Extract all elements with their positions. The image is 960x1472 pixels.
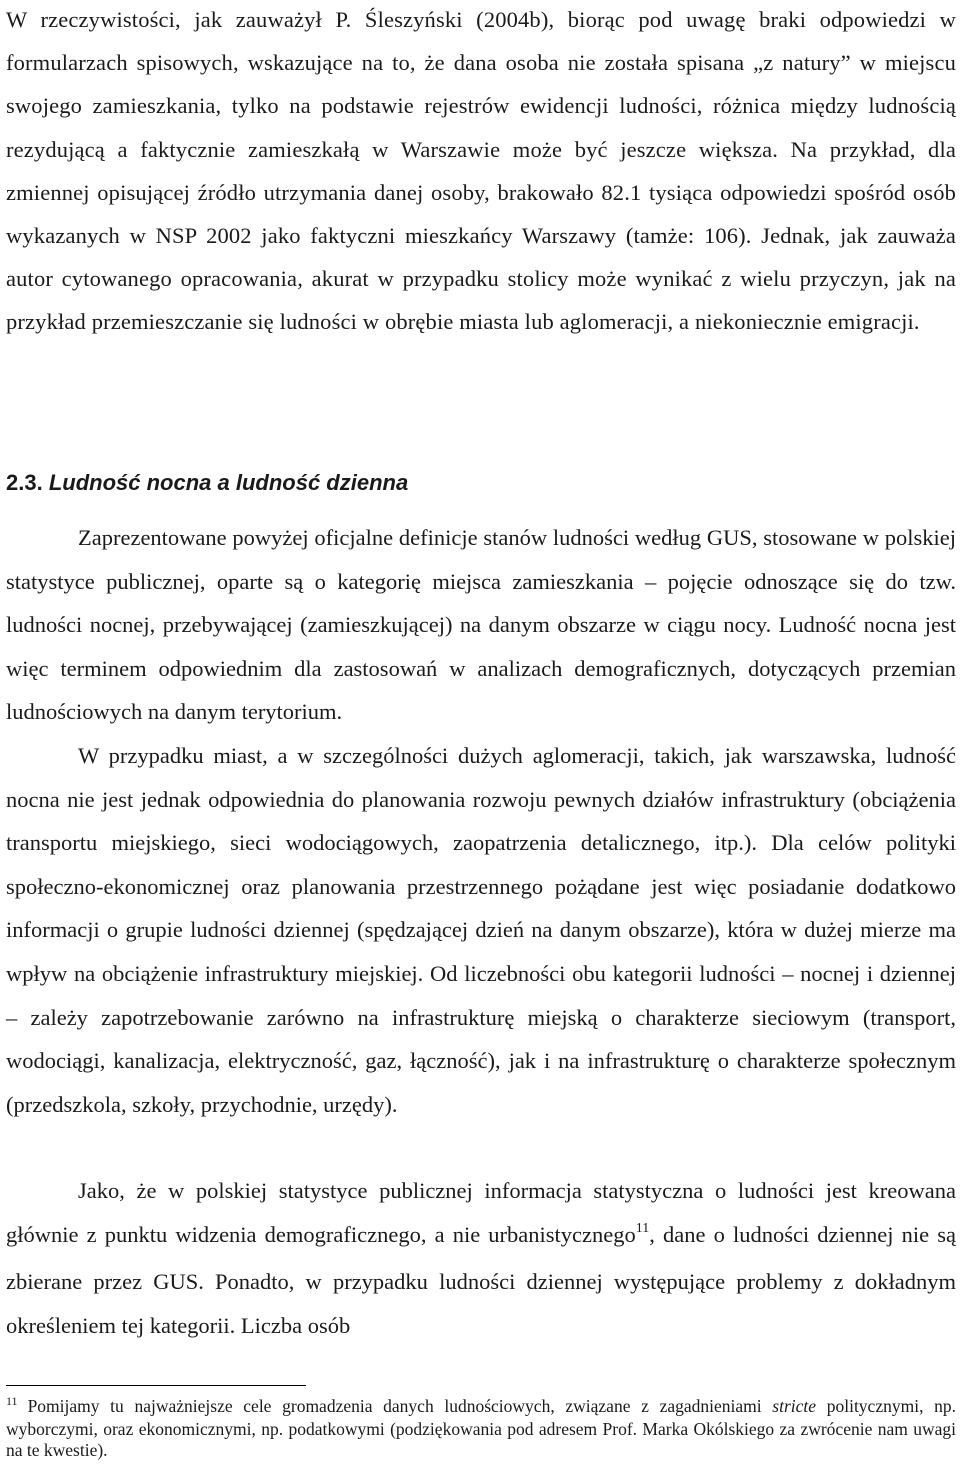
footnote-italic-term: stricte xyxy=(772,1396,817,1416)
paragraph-1: Zaprezentowane powyżej oficjalne definicje stanów ludności według GUS, stosowane w polskiej statystyce publicznej, oparte są o kategorię miejsca zamieszkania – pojęcie odnoszące się do tzw. ludności nocnej, przebywającej (zamieszkującej) na danym obszarze w ciągu nocy. Ludność nocna jest więc terminem odpowiednim dla zastosowań w analizach demograficznych, dotyczących przemian ludnościowych na danym terytorium. xyxy=(6,525,956,725)
section-number: 2.3. xyxy=(6,470,43,495)
paragraph-3 xyxy=(6,1169,956,1347)
section-heading xyxy=(6,470,408,496)
footnote-text-start: Pomijamy tu najważniejsze cele gromadzenia danych ludnościowych, związane z zagadnieniami xyxy=(27,1396,773,1416)
paragraph-3-text-end: , dane o ludności dziennej nie są zbierane przez GUS. Ponadto, w przypadku ludności dziennej występujące problemy z dokładnym określeniem tej kategorii. Liczba osób xyxy=(6,1221,956,1338)
footnote-mark: 11 xyxy=(6,1394,18,1408)
footnote-text xyxy=(6,1396,956,1460)
footnote xyxy=(6,1396,956,1461)
paragraph-2: W przypadku miast, a w szczególności dużych aglomeracji, takich, jak warszawska, ludność nocna nie jest jednak odpowiednia do planowania rozwoju pewnych działów infrastruktury (obciążenia transportu miejskiego, sieci wodociągowych, zaopatrzenia detalicznego, itp.). Dla celów polityki społeczno-ekonomicznej oraz planowania przestrzennego pożądane jest więc posiadanie dodatkowo informacji o grupie ludności dziennej (spędzającej dzień na danym obszarze), która w dużej mierze ma wpływ na obciążenie infrastruktury miejskiej. Od liczebności obu kategorii ludności – nocnej i dziennej – zależy zapotrzebowanie zarówno na infrastrukturę miejską o charakterze sieciowym (transport, wodociągi, kanalizacja, elektryczność, gaz, łączność), jak i na infrastrukturę o charakterze społecznym (przedszkola, szkoły, przychodnie, urzędy). xyxy=(6,743,956,1117)
footnote-text-end: politycznymi, np. wyborczymi, oraz ekonomicznymi, np. podatkowymi (podziękowania pod adresem Prof. Marka Okólskiego za zwrócenie nam uwagi na te kwestie). xyxy=(6,1396,956,1460)
section-title: Ludność nocna a ludność dzienna xyxy=(48,470,409,495)
paragraph-3-text-start: Jako, że w polskiej statystyce publicznej informacja statystyczna o ludności jest kreowana głównie z punktu widzenia demograficznego, a nie urbanistycznego xyxy=(6,1178,956,1247)
intro-paragraph: W rzeczywistości, jak zauważył P. Śleszyński (2004b), biorąc pod uwagę braki odpowiedzi w formularzach spisowych, wskazujące na to, że dana osoba nie została spisana „z natury” w miejscu swojego zamieszkania, tylko na podstawie rejestrów ewidencji ludności, różnica między ludnością rezydującą a faktycznie zamieszkałą w Warszawie może być jeszcze większa. Na przykład, dla zmiennej opisującej źródło utrzymania danej osoby, brakowało 82.1 tysiąca odpowiedzi spośród osób wykazanych w NSP 2002 jako faktyczni mieszkańcy Warszawy (tamże: 106). Jednak, jak zauważa autor cytowanego opracowania, akurat w przypadku stolicy może wynikać z wielu przyczyn, jak na przykład przemieszczanie się ludności w obrębie miasta lub aglomeracji, a niekoniecznie emigracji. xyxy=(6,7,956,335)
footnote-separator xyxy=(6,1385,306,1386)
footnote-reference: 11 xyxy=(635,1220,650,1236)
